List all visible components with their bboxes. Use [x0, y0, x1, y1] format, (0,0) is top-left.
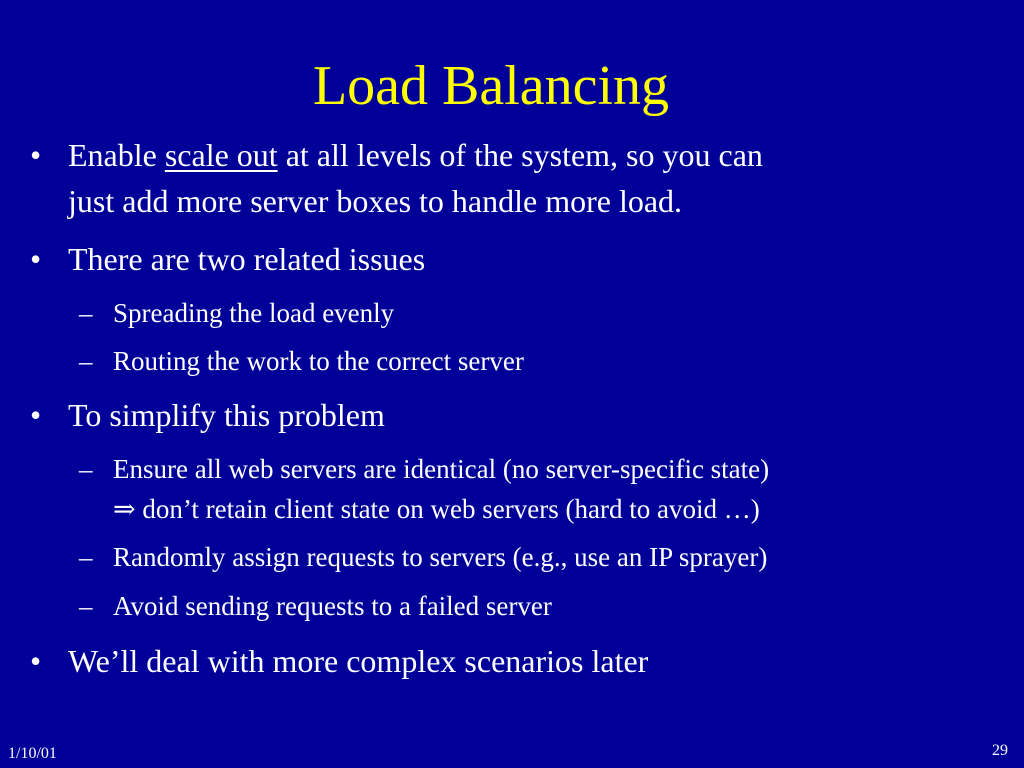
bullet-3-text: To simplify this problem [68, 397, 385, 433]
bullet-marker: • [30, 643, 42, 679]
sub-bullet-3-3-text: Avoid sending requests to a failed server [113, 591, 552, 621]
sub-bullet-3-1-line-1: Ensure all web servers are identical (no server-specific state) [113, 454, 770, 484]
sub-bullet-3-1-line-2 [113, 489, 760, 529]
sub-bullet-2-1-text: Spreading the load evenly [113, 298, 395, 328]
sub-bullet-2-2-text: Routing the work to the correct server [113, 346, 524, 376]
bullet-1-line-2: just add more server boxes to handle more load. [68, 183, 683, 219]
sub-bullet-marker: – [79, 542, 93, 572]
bullet-marker: • [30, 137, 42, 173]
page-number: 29 [992, 742, 1008, 759]
bullet-1-text-after: at all levels of the system, so you can [277, 137, 763, 173]
sub-bullet-marker: – [79, 346, 93, 376]
footer-date: 1/10/01 [8, 745, 57, 762]
slide-title: Load Balancing [312, 55, 670, 117]
sub-bullet-marker: – [79, 454, 93, 484]
scale-out-link[interactable]: scale out [164, 137, 278, 173]
sub-bullet-3-2-text: Randomly assign requests to servers (e.g., use an IP sprayer) [113, 542, 768, 572]
sub-bullet-3-1-line-2-text: don’t retain client state on web servers (hard to avoid …) [135, 494, 760, 524]
implies-arrow-icon: ⇒ [113, 494, 136, 524]
sub-bullet-marker: – [79, 591, 93, 621]
bullet-4-text: We’ll deal with more complex scenarios later [68, 643, 649, 679]
bullet-marker: • [30, 241, 42, 277]
bullet-2-text: There are two related issues [68, 241, 426, 277]
bullet-marker: • [30, 397, 42, 433]
sub-bullet-marker: – [79, 298, 93, 328]
bullet-1-line-1 [68, 134, 763, 177]
bullet-1-text-before: Enable [68, 137, 165, 173]
